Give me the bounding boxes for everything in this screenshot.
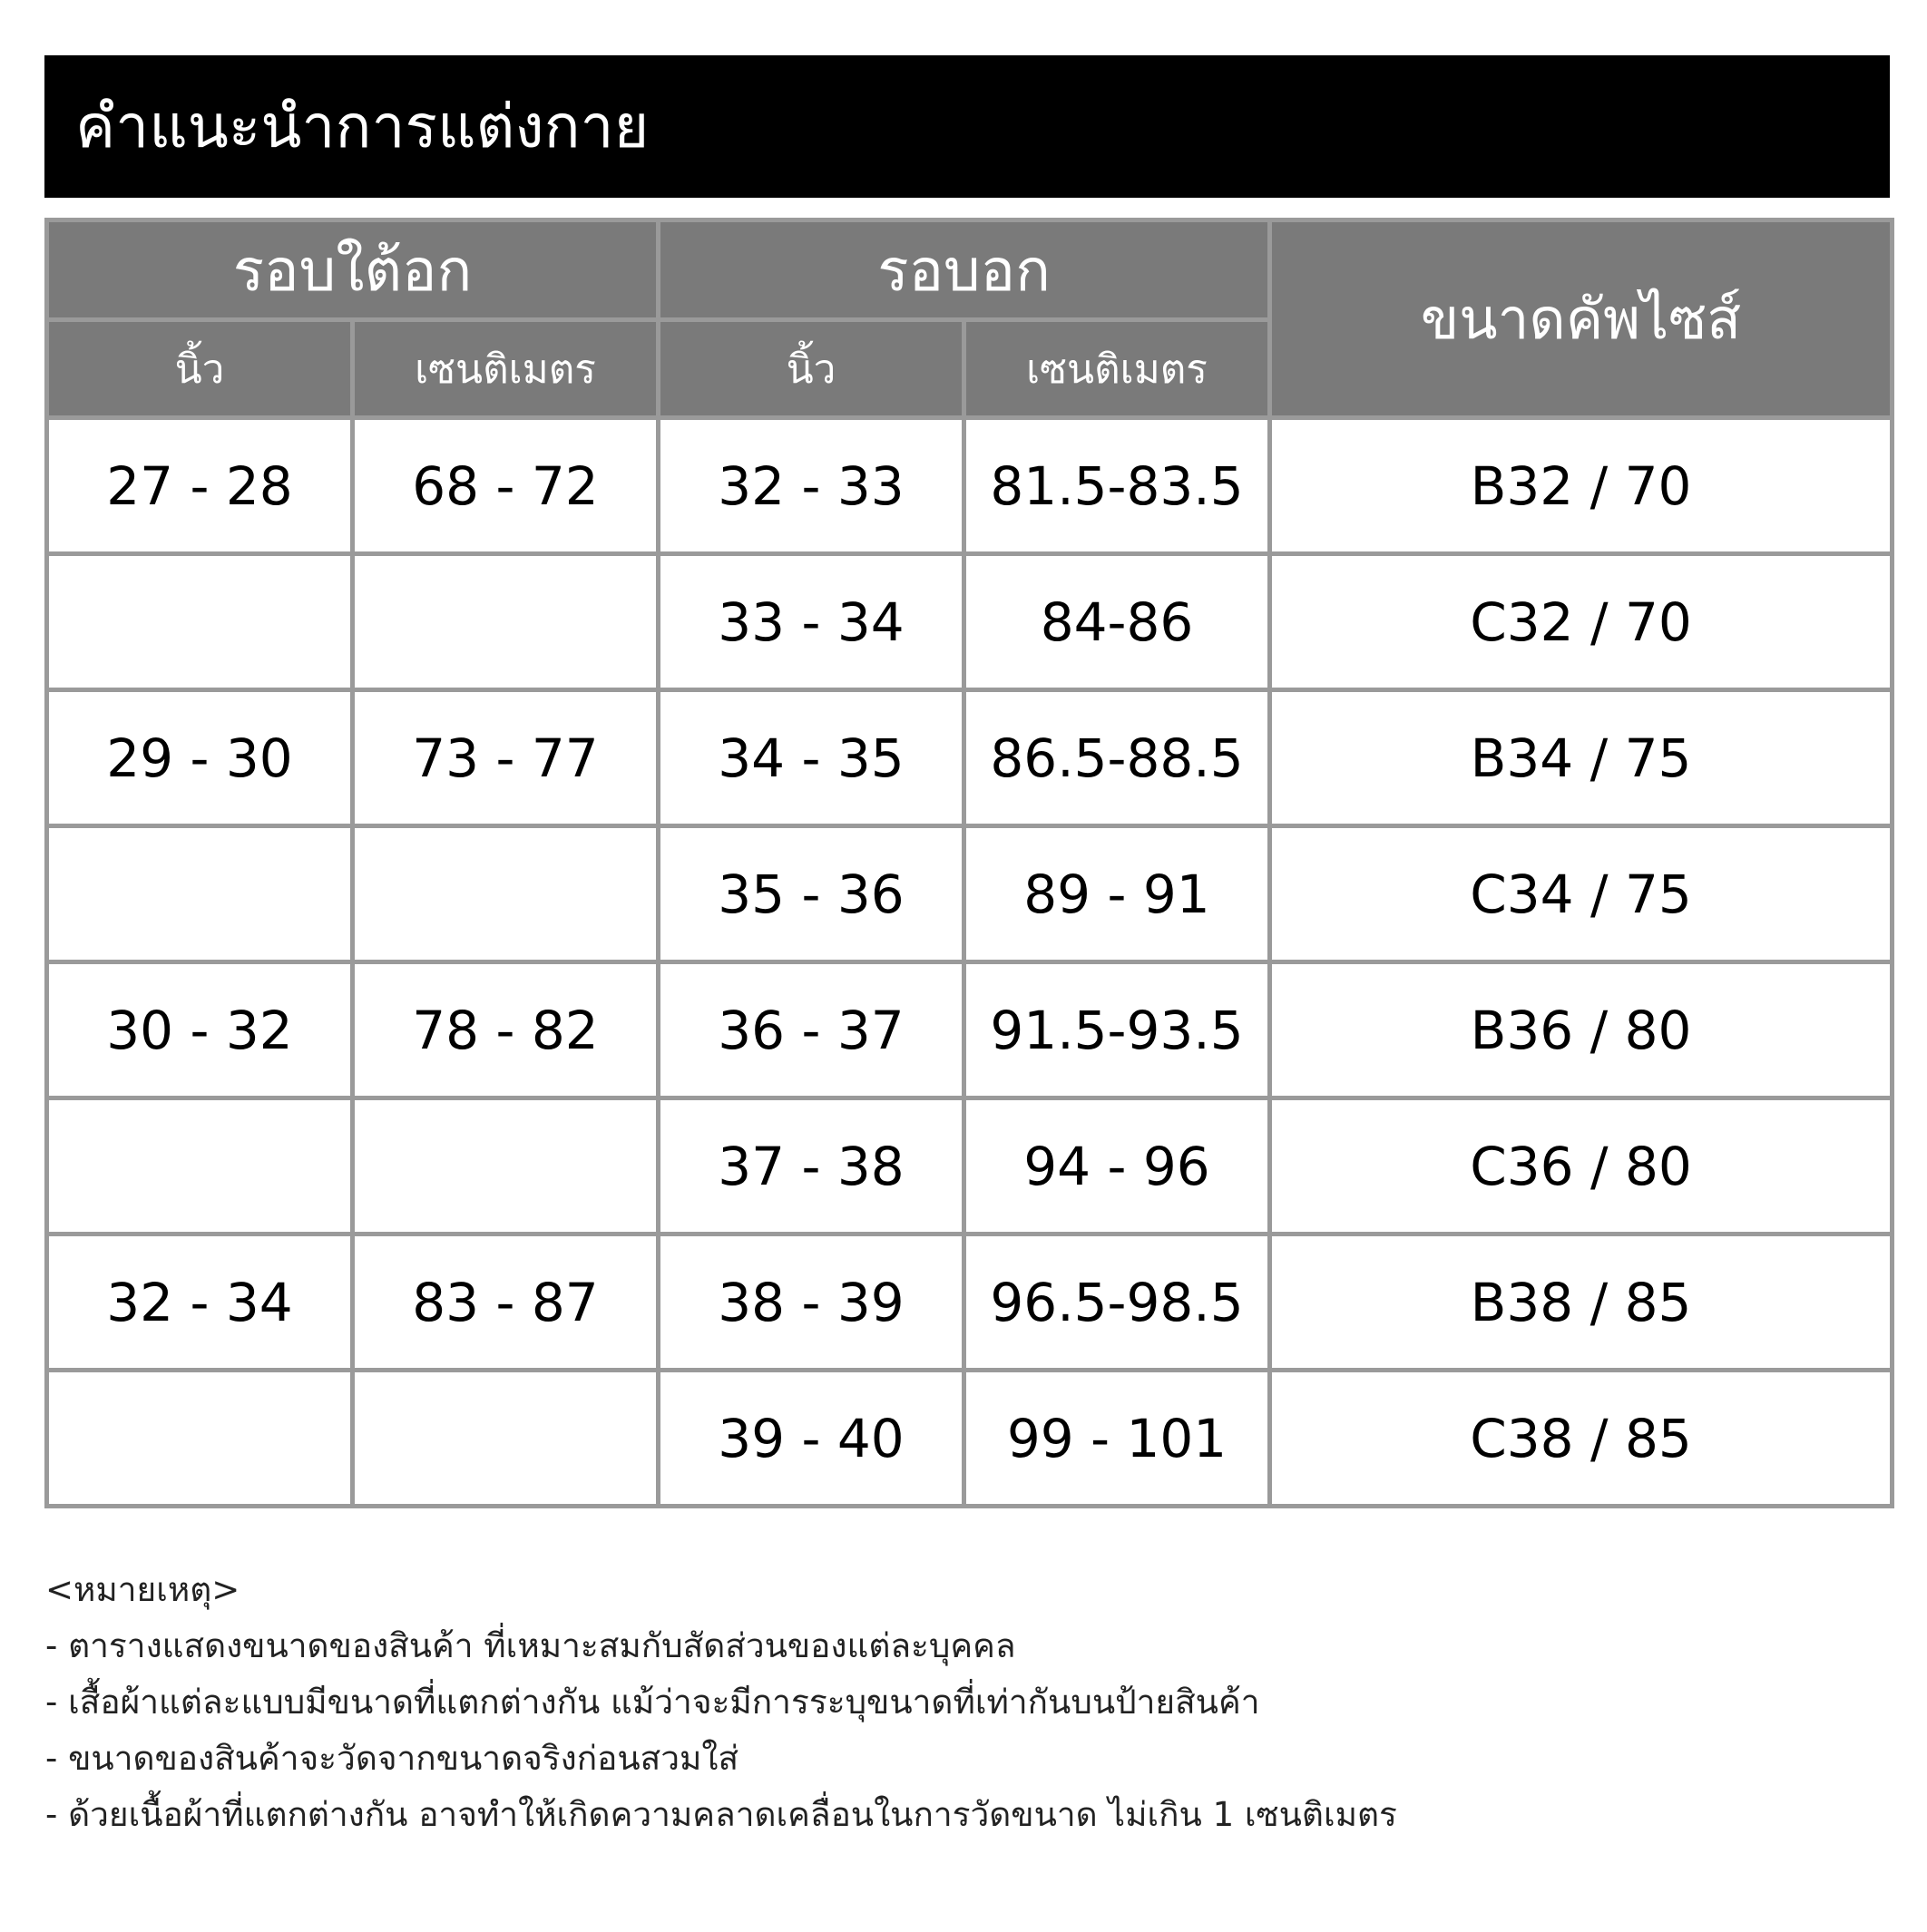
size-chart-table <box>44 218 1894 1508</box>
cell-underbust-cm: 73 - 77 <box>353 690 659 826</box>
cell-underbust-cm: 83 - 87 <box>353 1234 659 1371</box>
header-cup-size: ขนาดคัพไซส์ <box>1270 220 1893 418</box>
title-bar <box>44 55 1890 198</box>
cell-bust-cm: 89 - 91 <box>964 826 1270 962</box>
note-item: - เสื้อผ้าแต่ละแบบมีขนาดที่แตกต่างกัน แม้ว่าจะมีการระบุขนาดที่เท่ากันบนป้ายสินค้า <box>45 1683 1260 1722</box>
table-row <box>47 826 1893 962</box>
cell-underbust-cm <box>353 826 659 962</box>
cell-cup-size: B36 / 80 <box>1270 962 1893 1098</box>
cell-underbust-cm <box>353 1371 659 1507</box>
header-row-groups <box>47 220 1893 320</box>
cell-cup-size: C32 / 70 <box>1270 554 1893 690</box>
cell-bust-cm: 91.5-93.5 <box>964 962 1270 1098</box>
cell-cup-size: B38 / 85 <box>1270 1234 1893 1371</box>
cell-bust-inch: 37 - 38 <box>659 1098 964 1234</box>
cell-cup-size: B34 / 75 <box>1270 690 1893 826</box>
header-underbust: รอบใต้อก <box>47 220 659 320</box>
cell-underbust-cm: 68 - 72 <box>353 418 659 554</box>
header-underbust-cm: เซนติเมตร <box>353 320 659 418</box>
cell-underbust-cm <box>353 1098 659 1234</box>
note-item: - ด้วยเนื้อผ้าที่แตกต่างกัน อาจทำให้เกิดความคลาดเคลื่อนในการวัดขนาด ไม่เกิน 1 เซนติเมตร <box>45 1795 1397 1834</box>
table-row <box>47 690 1893 826</box>
cell-bust-inch: 33 - 34 <box>659 554 964 690</box>
cell-underbust-inch <box>47 826 353 962</box>
header-bust-cm: เซนติเมตร <box>964 320 1270 418</box>
cell-bust-cm: 86.5-88.5 <box>964 690 1270 826</box>
table-row <box>47 962 1893 1098</box>
note-item: - ขนาดของสินค้าจะวัดจากขนาดจริงก่อนสวมใส่ <box>45 1739 739 1778</box>
cell-underbust-inch: 30 - 32 <box>47 962 353 1098</box>
cell-bust-inch: 38 - 39 <box>659 1234 964 1371</box>
cell-bust-cm: 94 - 96 <box>964 1098 1270 1234</box>
cell-bust-inch: 34 - 35 <box>659 690 964 826</box>
table-row <box>47 418 1893 554</box>
cell-underbust-inch: 27 - 28 <box>47 418 353 554</box>
cell-bust-cm: 84-86 <box>964 554 1270 690</box>
cell-underbust-inch: 32 - 34 <box>47 1234 353 1371</box>
notes-section <box>45 1562 1887 1843</box>
note-item: - ตารางแสดงขนาดของสินค้า ที่เหมาะสมกับสัดส่วนของแต่ละบุคคล <box>45 1626 1016 1665</box>
table-row <box>47 1371 1893 1507</box>
cell-bust-inch: 35 - 36 <box>659 826 964 962</box>
cell-bust-inch: 32 - 33 <box>659 418 964 554</box>
cell-underbust-inch <box>47 1371 353 1507</box>
header-bust: รอบอก <box>659 220 1270 320</box>
table-row <box>47 1234 1893 1371</box>
cell-bust-cm: 81.5-83.5 <box>964 418 1270 554</box>
cell-bust-inch: 39 - 40 <box>659 1371 964 1507</box>
cell-bust-cm: 99 - 101 <box>964 1371 1270 1507</box>
cell-underbust-cm <box>353 554 659 690</box>
cell-cup-size: C34 / 75 <box>1270 826 1893 962</box>
header-bust-inch: นิ้ว <box>659 320 964 418</box>
cell-cup-size: C38 / 85 <box>1270 1371 1893 1507</box>
cell-underbust-inch <box>47 1098 353 1234</box>
page-title: คำแนะนำการแต่งกาย <box>75 91 650 161</box>
cell-cup-size: B32 / 70 <box>1270 418 1893 554</box>
cell-cup-size: C36 / 80 <box>1270 1098 1893 1234</box>
cell-underbust-cm: 78 - 82 <box>353 962 659 1098</box>
header-underbust-inch: นิ้ว <box>47 320 353 418</box>
cell-bust-inch: 36 - 37 <box>659 962 964 1098</box>
table-row <box>47 554 1893 690</box>
cell-underbust-inch <box>47 554 353 690</box>
notes-heading: <หมายเหตุ> <box>45 1570 240 1609</box>
cell-underbust-inch: 29 - 30 <box>47 690 353 826</box>
table-row <box>47 1098 1893 1234</box>
cell-bust-cm: 96.5-98.5 <box>964 1234 1270 1371</box>
